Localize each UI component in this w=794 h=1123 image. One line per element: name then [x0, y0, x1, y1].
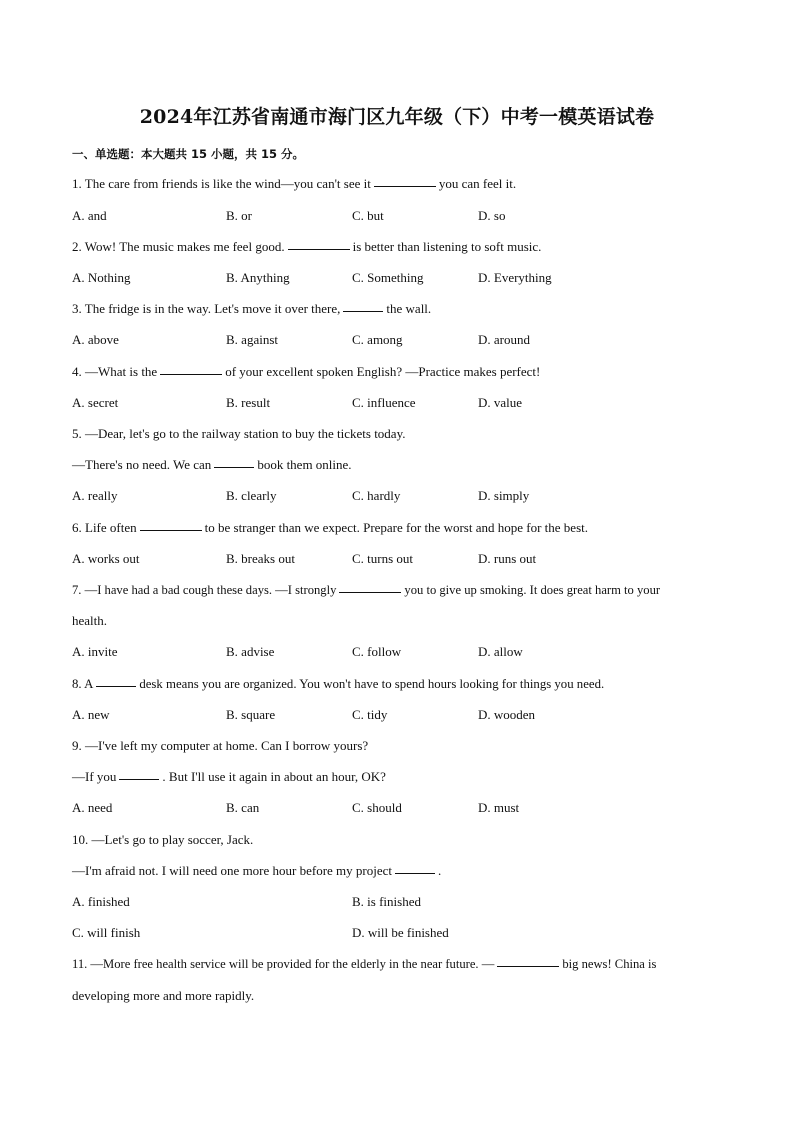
option-d: D. must [478, 800, 520, 815]
option-c: C. follow [352, 644, 402, 659]
option-d: D. around [478, 332, 530, 347]
options-row [72, 331, 732, 349]
question-11 [72, 955, 732, 973]
answer-blank [395, 872, 435, 874]
exam-title: 2024年江苏省南通市海门区九年级（下）中考一模英语试卷 [139, 106, 655, 128]
option-b: B. against [226, 332, 278, 347]
option-b: B. advise [226, 644, 275, 659]
question-2 [72, 238, 732, 256]
answer-blank [96, 685, 136, 687]
question-1 [72, 175, 732, 193]
question-text: you can feel it. [438, 176, 517, 191]
question-9-line-2 [72, 768, 732, 786]
question-7 [72, 581, 732, 599]
option-d: D. wooden [478, 707, 536, 722]
question-10: 10. —Let's go to play soccer, Jack. [72, 832, 254, 847]
option-d: D. Everything [478, 270, 552, 285]
options-row [72, 207, 732, 225]
option-c: C. hardly [352, 488, 401, 503]
question-text: 2. Wow! The music makes me feel good. [72, 239, 285, 254]
option-c: C. influence [352, 395, 416, 410]
question-text: . But I'll use it again in about an hour, OK? [162, 769, 386, 784]
option-d: D. so [478, 208, 506, 223]
option-b: B. breaks out [226, 551, 295, 566]
option-a: A. really [72, 488, 118, 503]
answer-blank [140, 529, 202, 531]
section-heading: 一、单选题：本大题共 15 小题，共 15 分。 [72, 147, 305, 161]
question-text: 1. The care from friends is like the wind—you can't see it [72, 176, 371, 191]
question-text: —If you [72, 769, 117, 784]
option-a: A. invite [72, 644, 118, 659]
question-text: big news! China is [562, 957, 657, 971]
options-row [72, 643, 732, 661]
option-b: B. or [226, 208, 252, 223]
question-text: 4. —What is the [72, 364, 158, 379]
option-d: D. will be finished [352, 925, 449, 940]
option-c: C. but [352, 208, 384, 223]
option-a: A. new [72, 707, 110, 722]
option-d: D. runs out [478, 551, 537, 566]
options-row [72, 487, 732, 505]
question-text: is better than listening to soft music. [352, 239, 542, 254]
answer-blank [343, 310, 383, 312]
option-b: B. result [226, 395, 271, 410]
option-b: B. Anything [226, 270, 290, 285]
option-d: D. simply [478, 488, 530, 503]
option-c: C. Something [352, 270, 424, 285]
question-6 [72, 519, 732, 537]
answer-blank [339, 591, 401, 593]
options-row [72, 550, 732, 568]
question-10-line-2 [72, 862, 732, 880]
option-c: C. should [352, 800, 402, 815]
option-a: A. and [72, 208, 107, 223]
options-row [72, 799, 732, 817]
question-text: —There's no need. We can [72, 457, 212, 472]
question-text: 3. The fridge is in the way. Let's move it over there, [72, 301, 341, 316]
question-text: the wall. [386, 301, 432, 316]
option-b: B. square [226, 707, 276, 722]
option-b: B. clearly [226, 488, 277, 503]
question-text: desk means you are organized. You won't have to spend hours looking for things you need. [139, 677, 605, 691]
question-5-line-2 [72, 456, 732, 474]
question-text: —I'm afraid not. I will need one more hour before my project [72, 863, 393, 878]
question-5: 5. —Dear, let's go to the railway station to buy the tickets today. [72, 426, 406, 441]
options-row [72, 706, 732, 724]
answer-blank [288, 248, 350, 250]
question-3 [72, 300, 732, 318]
answer-blank [374, 185, 436, 187]
question-text: 7. —I have had a bad cough these days. —I strongly [72, 583, 337, 597]
option-c: C. turns out [352, 551, 414, 566]
question-8 [72, 675, 732, 693]
question-text: 8. A [72, 677, 94, 691]
answer-blank [119, 778, 159, 780]
question-text: . [438, 863, 442, 878]
question-11-line-2: developing more and more rapidly. [72, 988, 255, 1003]
option-a: A. finished [72, 894, 130, 909]
option-c: C. tidy [352, 707, 388, 722]
options-row [72, 269, 732, 287]
question-text: 11. —More free health service will be provided for the elderly in the near future. — [72, 957, 495, 971]
options-row [72, 924, 732, 942]
question-9: 9. —I've left my computer at home. Can I borrow yours? [72, 738, 369, 753]
question-text: to be stranger than we expect. Prepare for the worst and hope for the best. [204, 520, 588, 535]
question-text: you to give up smoking. It does great harm to your [404, 583, 661, 597]
option-a: A. need [72, 800, 113, 815]
option-b: B. can [226, 800, 260, 815]
option-a: A. Nothing [72, 270, 131, 285]
options-row [72, 394, 732, 412]
option-d: D. value [478, 395, 523, 410]
answer-blank [160, 373, 222, 375]
option-d: D. allow [478, 644, 523, 659]
option-b: B. is finished [352, 894, 421, 909]
question-text: book them online. [257, 457, 352, 472]
options-row [72, 893, 732, 911]
option-a: A. secret [72, 395, 119, 410]
option-c: C. will finish [72, 925, 141, 940]
question-7-line-2: health. [72, 613, 108, 628]
option-c: C. among [352, 332, 403, 347]
answer-blank [214, 466, 254, 468]
answer-blank [497, 965, 559, 967]
option-a: A. works out [72, 551, 140, 566]
option-a: A. above [72, 332, 119, 347]
question-4 [72, 363, 732, 381]
question-text: 6. Life often [72, 520, 137, 535]
question-text: of your excellent spoken English? —Practice makes perfect! [225, 364, 541, 379]
